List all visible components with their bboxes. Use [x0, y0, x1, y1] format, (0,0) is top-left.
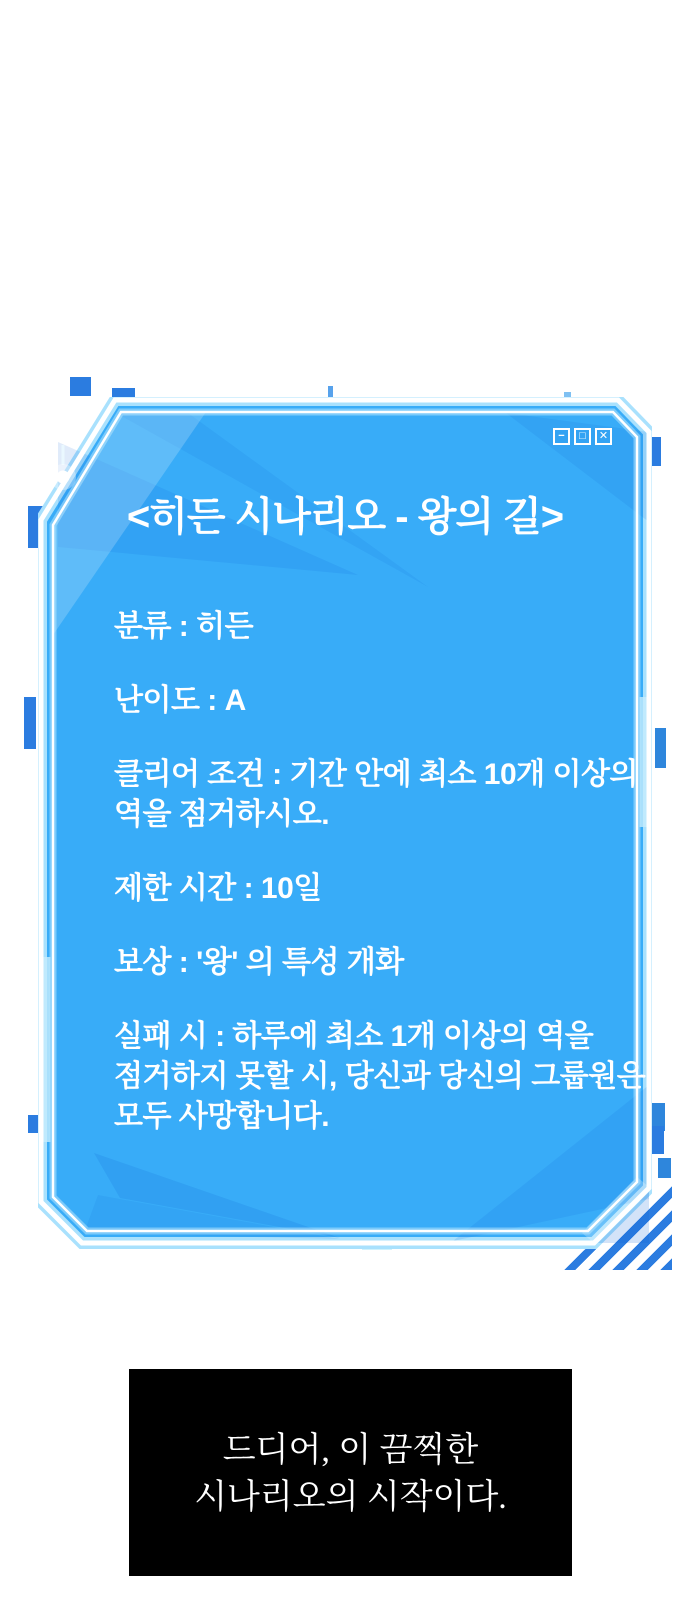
- quest-field-category: [114, 607, 626, 647]
- quest-fields: [114, 607, 646, 1171]
- pixel-decoration: [658, 1158, 671, 1178]
- pixel-decoration: [24, 697, 36, 749]
- quest-field-difficulty: [114, 681, 626, 721]
- quest-field-failure: [114, 1017, 646, 1137]
- pixel-decoration: [70, 377, 91, 396]
- narration-box: [129, 1369, 572, 1576]
- quest-field-line: 분류 : 히든: [114, 610, 254, 643]
- narration-line: 시나리오의 시작이다.: [194, 1478, 507, 1516]
- maximize-button[interactable]: [574, 428, 591, 445]
- window-controls: [553, 428, 612, 445]
- quest-field-line: 역을 점거하시오.: [114, 798, 330, 831]
- maximize-icon: □: [579, 430, 586, 442]
- quest-title: <히든 시나리오 - 왕의 길>: [126, 495, 564, 539]
- quest-field-line: 보상 : '왕' 의 특성 개화: [114, 946, 404, 979]
- minimize-button[interactable]: [553, 428, 570, 445]
- quest-field-line: 모두 사망합니다.: [114, 1100, 330, 1133]
- narration-line: 드디어, 이 끔찍한: [222, 1431, 479, 1469]
- quest-field-clear-condition: [114, 755, 638, 835]
- quest-field-line: 실패 시 : 하루에 최소 1개 이상의 역을: [114, 1020, 594, 1053]
- quest-window: [38, 397, 652, 1249]
- pixel-decoration: [655, 728, 666, 768]
- close-button[interactable]: [595, 428, 612, 445]
- quest-field-time-limit: [114, 869, 626, 909]
- close-icon: ✕: [598, 430, 609, 442]
- quest-field-line: 점거하지 못할 시, 당신과 당신의 그룹원은: [114, 1060, 646, 1093]
- quest-field-line: 클리어 조건 : 기간 안에 최소 10개 이상의: [114, 758, 638, 791]
- quest-field-reward: [114, 943, 626, 983]
- minimize-icon: −: [558, 430, 565, 442]
- quest-field-line: 난이도 : A: [114, 684, 246, 717]
- quest-field-line: 제한 시간 : 10일: [114, 872, 322, 905]
